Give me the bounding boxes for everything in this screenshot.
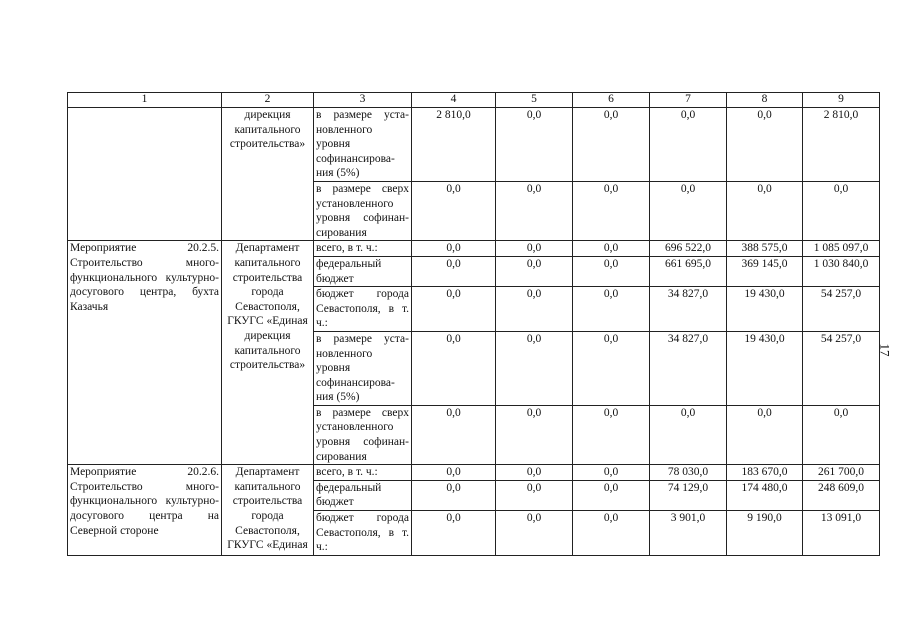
value-cell: 0,0 — [496, 256, 573, 286]
value-cell: 0,0 — [573, 465, 650, 481]
value-cell: 248 609,0 — [803, 480, 880, 510]
value-cell: 696 522,0 — [650, 241, 727, 257]
funding-source-cell: в размере сверх установленного уровня софинан-сирования — [314, 181, 412, 240]
value-cell: 0,0 — [496, 181, 573, 240]
value-cell: 174 480,0 — [727, 480, 803, 510]
value-cell: 1 085 097,0 — [803, 241, 880, 257]
value-cell: 2 810,0 — [803, 108, 880, 182]
value-cell: 0,0 — [650, 108, 727, 182]
value-cell: 0,0 — [496, 241, 573, 257]
value-cell: 0,0 — [412, 287, 496, 332]
value-cell: 0,0 — [650, 181, 727, 240]
funding-source-cell: в размере уста-новленного уровня софинансирова-ния (5%) — [314, 108, 412, 182]
executor-cell: дирекция капитального строительства» — [222, 108, 314, 241]
value-cell: 388 575,0 — [727, 241, 803, 257]
value-cell: 0,0 — [496, 480, 573, 510]
value-cell: 0,0 — [496, 108, 573, 182]
value-cell: 0,0 — [803, 405, 880, 464]
column-number: 2 — [222, 93, 314, 108]
value-cell: 9 190,0 — [727, 511, 803, 556]
budget-table — [67, 92, 880, 556]
table-row — [68, 108, 880, 182]
value-cell: 0,0 — [573, 287, 650, 332]
funding-source-cell: федеральный бюджет — [314, 256, 412, 286]
column-number-row — [68, 93, 880, 108]
executor-cell: Департамент капитального строительства города Севастополя, ГКУГС «Единая — [222, 465, 314, 556]
funding-source-cell: бюджет города Севастополя, в т. ч.: — [314, 287, 412, 332]
value-cell: 1 030 840,0 — [803, 256, 880, 286]
page-number: 17 — [877, 343, 893, 357]
funding-source-cell: бюджет города Севастополя, в т. ч.: — [314, 511, 412, 556]
value-cell: 0,0 — [727, 181, 803, 240]
value-cell: 0,0 — [412, 256, 496, 286]
value-cell: 74 129,0 — [650, 480, 727, 510]
value-cell: 54 257,0 — [803, 287, 880, 332]
value-cell: 0,0 — [573, 181, 650, 240]
funding-source-cell: всего, в т. ч.: — [314, 465, 412, 481]
column-number: 5 — [496, 93, 573, 108]
value-cell: 0,0 — [727, 405, 803, 464]
value-cell: 3 901,0 — [650, 511, 727, 556]
column-number: 7 — [650, 93, 727, 108]
value-cell: 34 827,0 — [650, 287, 727, 332]
value-cell: 0,0 — [412, 331, 496, 405]
value-cell: 0,0 — [573, 405, 650, 464]
value-cell: 0,0 — [412, 241, 496, 257]
column-number: 8 — [727, 93, 803, 108]
value-cell: 2 810,0 — [412, 108, 496, 182]
column-number: 4 — [412, 93, 496, 108]
funding-source-cell: в размере уста-новленного уровня софинансирова-ния (5%) — [314, 331, 412, 405]
value-cell: 0,0 — [496, 331, 573, 405]
value-cell: 0,0 — [803, 181, 880, 240]
value-cell: 0,0 — [650, 405, 727, 464]
table-row — [68, 465, 880, 481]
measure-cell — [68, 108, 222, 241]
value-cell: 0,0 — [496, 405, 573, 464]
value-cell: 183 670,0 — [727, 465, 803, 481]
value-cell: 0,0 — [573, 256, 650, 286]
value-cell: 0,0 — [412, 511, 496, 556]
column-number: 6 — [573, 93, 650, 108]
value-cell: 0,0 — [412, 405, 496, 464]
value-cell: 13 091,0 — [803, 511, 880, 556]
measure-cell: Мероприятие 20.2.6. Строительство много-функционального культурно-досугового центра на Северной стороне — [68, 465, 222, 556]
value-cell: 19 430,0 — [727, 331, 803, 405]
table-row — [68, 241, 880, 257]
value-cell: 0,0 — [573, 331, 650, 405]
value-cell: 0,0 — [496, 287, 573, 332]
measure-cell: Мероприятие 20.2.5. Строительство много-функционального культурно-досугового центра, бухта Казачья — [68, 241, 222, 465]
value-cell: 0,0 — [412, 465, 496, 481]
value-cell: 0,0 — [412, 480, 496, 510]
value-cell: 54 257,0 — [803, 331, 880, 405]
value-cell: 0,0 — [573, 241, 650, 257]
funding-source-cell: в размере сверх установленного уровня софинан-сирования — [314, 405, 412, 464]
value-cell: 0,0 — [573, 480, 650, 510]
column-number: 9 — [803, 93, 880, 108]
value-cell: 0,0 — [412, 181, 496, 240]
value-cell: 78 030,0 — [650, 465, 727, 481]
value-cell: 0,0 — [496, 511, 573, 556]
executor-cell: Департамент капитального строительства города Севастополя, ГКУГС «Единая дирекция капитального строительства» — [222, 241, 314, 465]
value-cell: 19 430,0 — [727, 287, 803, 332]
funding-source-cell: всего, в т. ч.: — [314, 241, 412, 257]
value-cell: 261 700,0 — [803, 465, 880, 481]
column-number: 3 — [314, 93, 412, 108]
column-number: 1 — [68, 93, 222, 108]
value-cell: 0,0 — [496, 465, 573, 481]
funding-source-cell: федеральный бюджет — [314, 480, 412, 510]
value-cell: 369 145,0 — [727, 256, 803, 286]
value-cell: 0,0 — [573, 108, 650, 182]
value-cell: 0,0 — [573, 511, 650, 556]
value-cell: 661 695,0 — [650, 256, 727, 286]
value-cell: 34 827,0 — [650, 331, 727, 405]
value-cell: 0,0 — [727, 108, 803, 182]
